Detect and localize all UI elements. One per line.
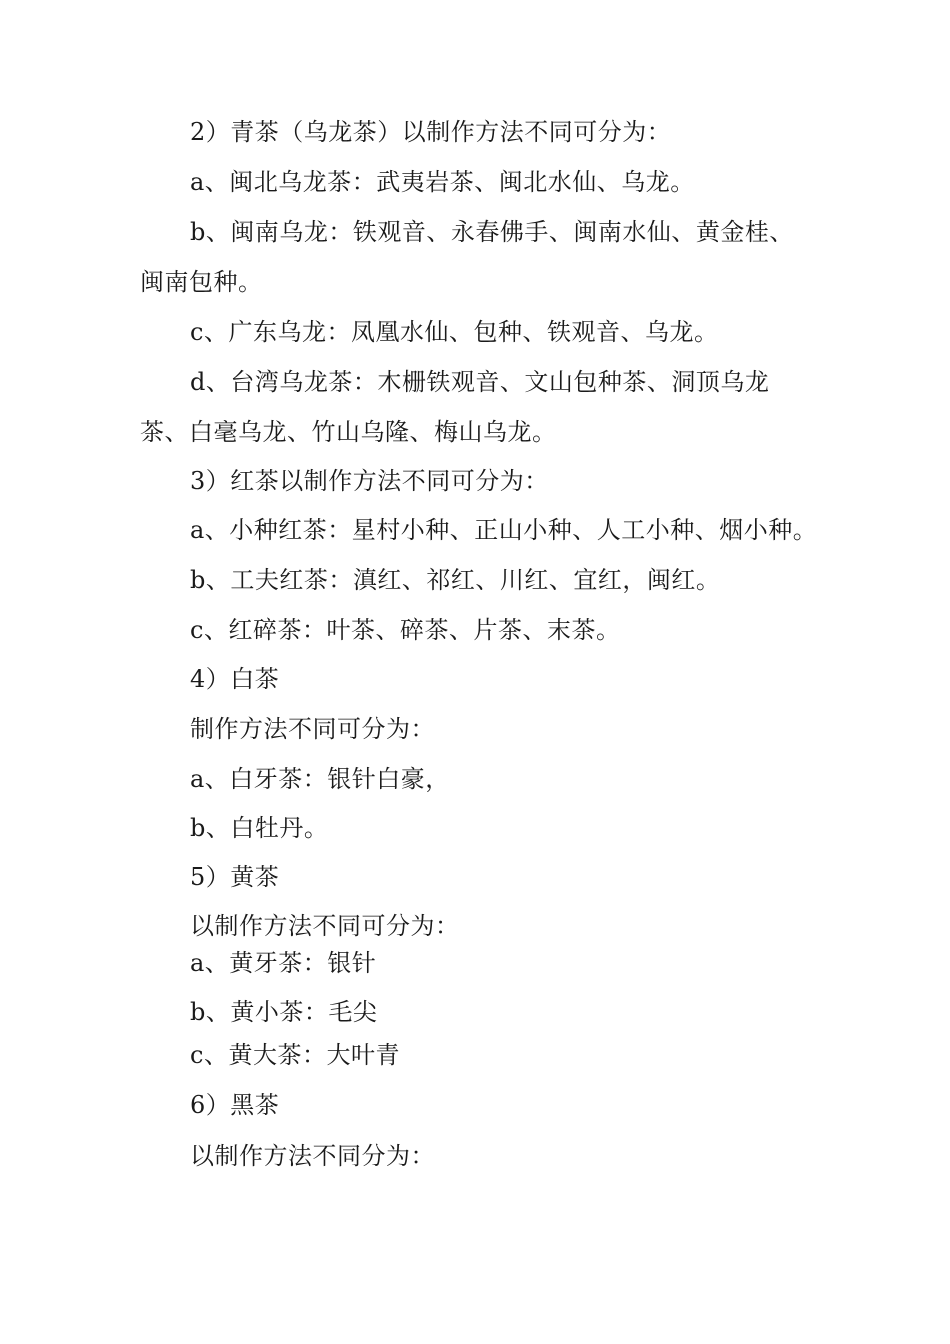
text-line: b、工夫红茶：滇红、祁红、川红、宜红，闽红。 (190, 566, 721, 594)
section-heading-dark-tea: 6）黑茶 (190, 1091, 280, 1119)
text-line: 制作方法不同可分为： (190, 715, 435, 743)
text-line: c、红碎茶：叶茶、碎茶、片茶、末茶。 (190, 616, 621, 644)
text-line: 以制作方法不同可分为： (190, 912, 460, 940)
section-heading-black-tea: 3）红茶以制作方法不同可分为： (190, 467, 549, 495)
text-line: 以制作方法不同分为： (190, 1142, 435, 1170)
text-line: a、小种红茶：星村小种、正山小种、人工小种、烟小种。 (190, 516, 818, 544)
section-heading-yellow-tea: 5）黄茶 (190, 863, 280, 891)
text-line: b、白牡丹。 (190, 814, 329, 842)
section-heading-oolong: 2）青茶（乌龙茶）以制作方法不同可分为： (190, 118, 672, 146)
text-line: a、黄牙茶：银针 (190, 949, 377, 977)
text-line: d、台湾乌龙茶：木栅铁观音、文山包种茶、洞顶乌龙 (190, 368, 770, 396)
text-line: b、闽南乌龙：铁观音、永春佛手、闽南水仙、黄金桂、 (190, 218, 794, 246)
text-line: a、白牙茶：银针白豪， (190, 765, 450, 793)
section-heading-white-tea: 4）白茶 (190, 665, 280, 693)
text-line-continuation: 闽南包种。 (140, 268, 263, 296)
text-line: a、闽北乌龙茶：武夷岩茶、闽北水仙、乌龙。 (190, 168, 695, 196)
text-line: b、黄小茶：毛尖 (190, 998, 378, 1026)
text-line: c、黄大茶：大叶青 (190, 1041, 400, 1069)
text-line-continuation: 茶、白毫乌龙、竹山乌隆、梅山乌龙。 (140, 418, 557, 446)
text-line: c、广东乌龙：凤凰水仙、包种、铁观音、乌龙。 (190, 318, 719, 346)
